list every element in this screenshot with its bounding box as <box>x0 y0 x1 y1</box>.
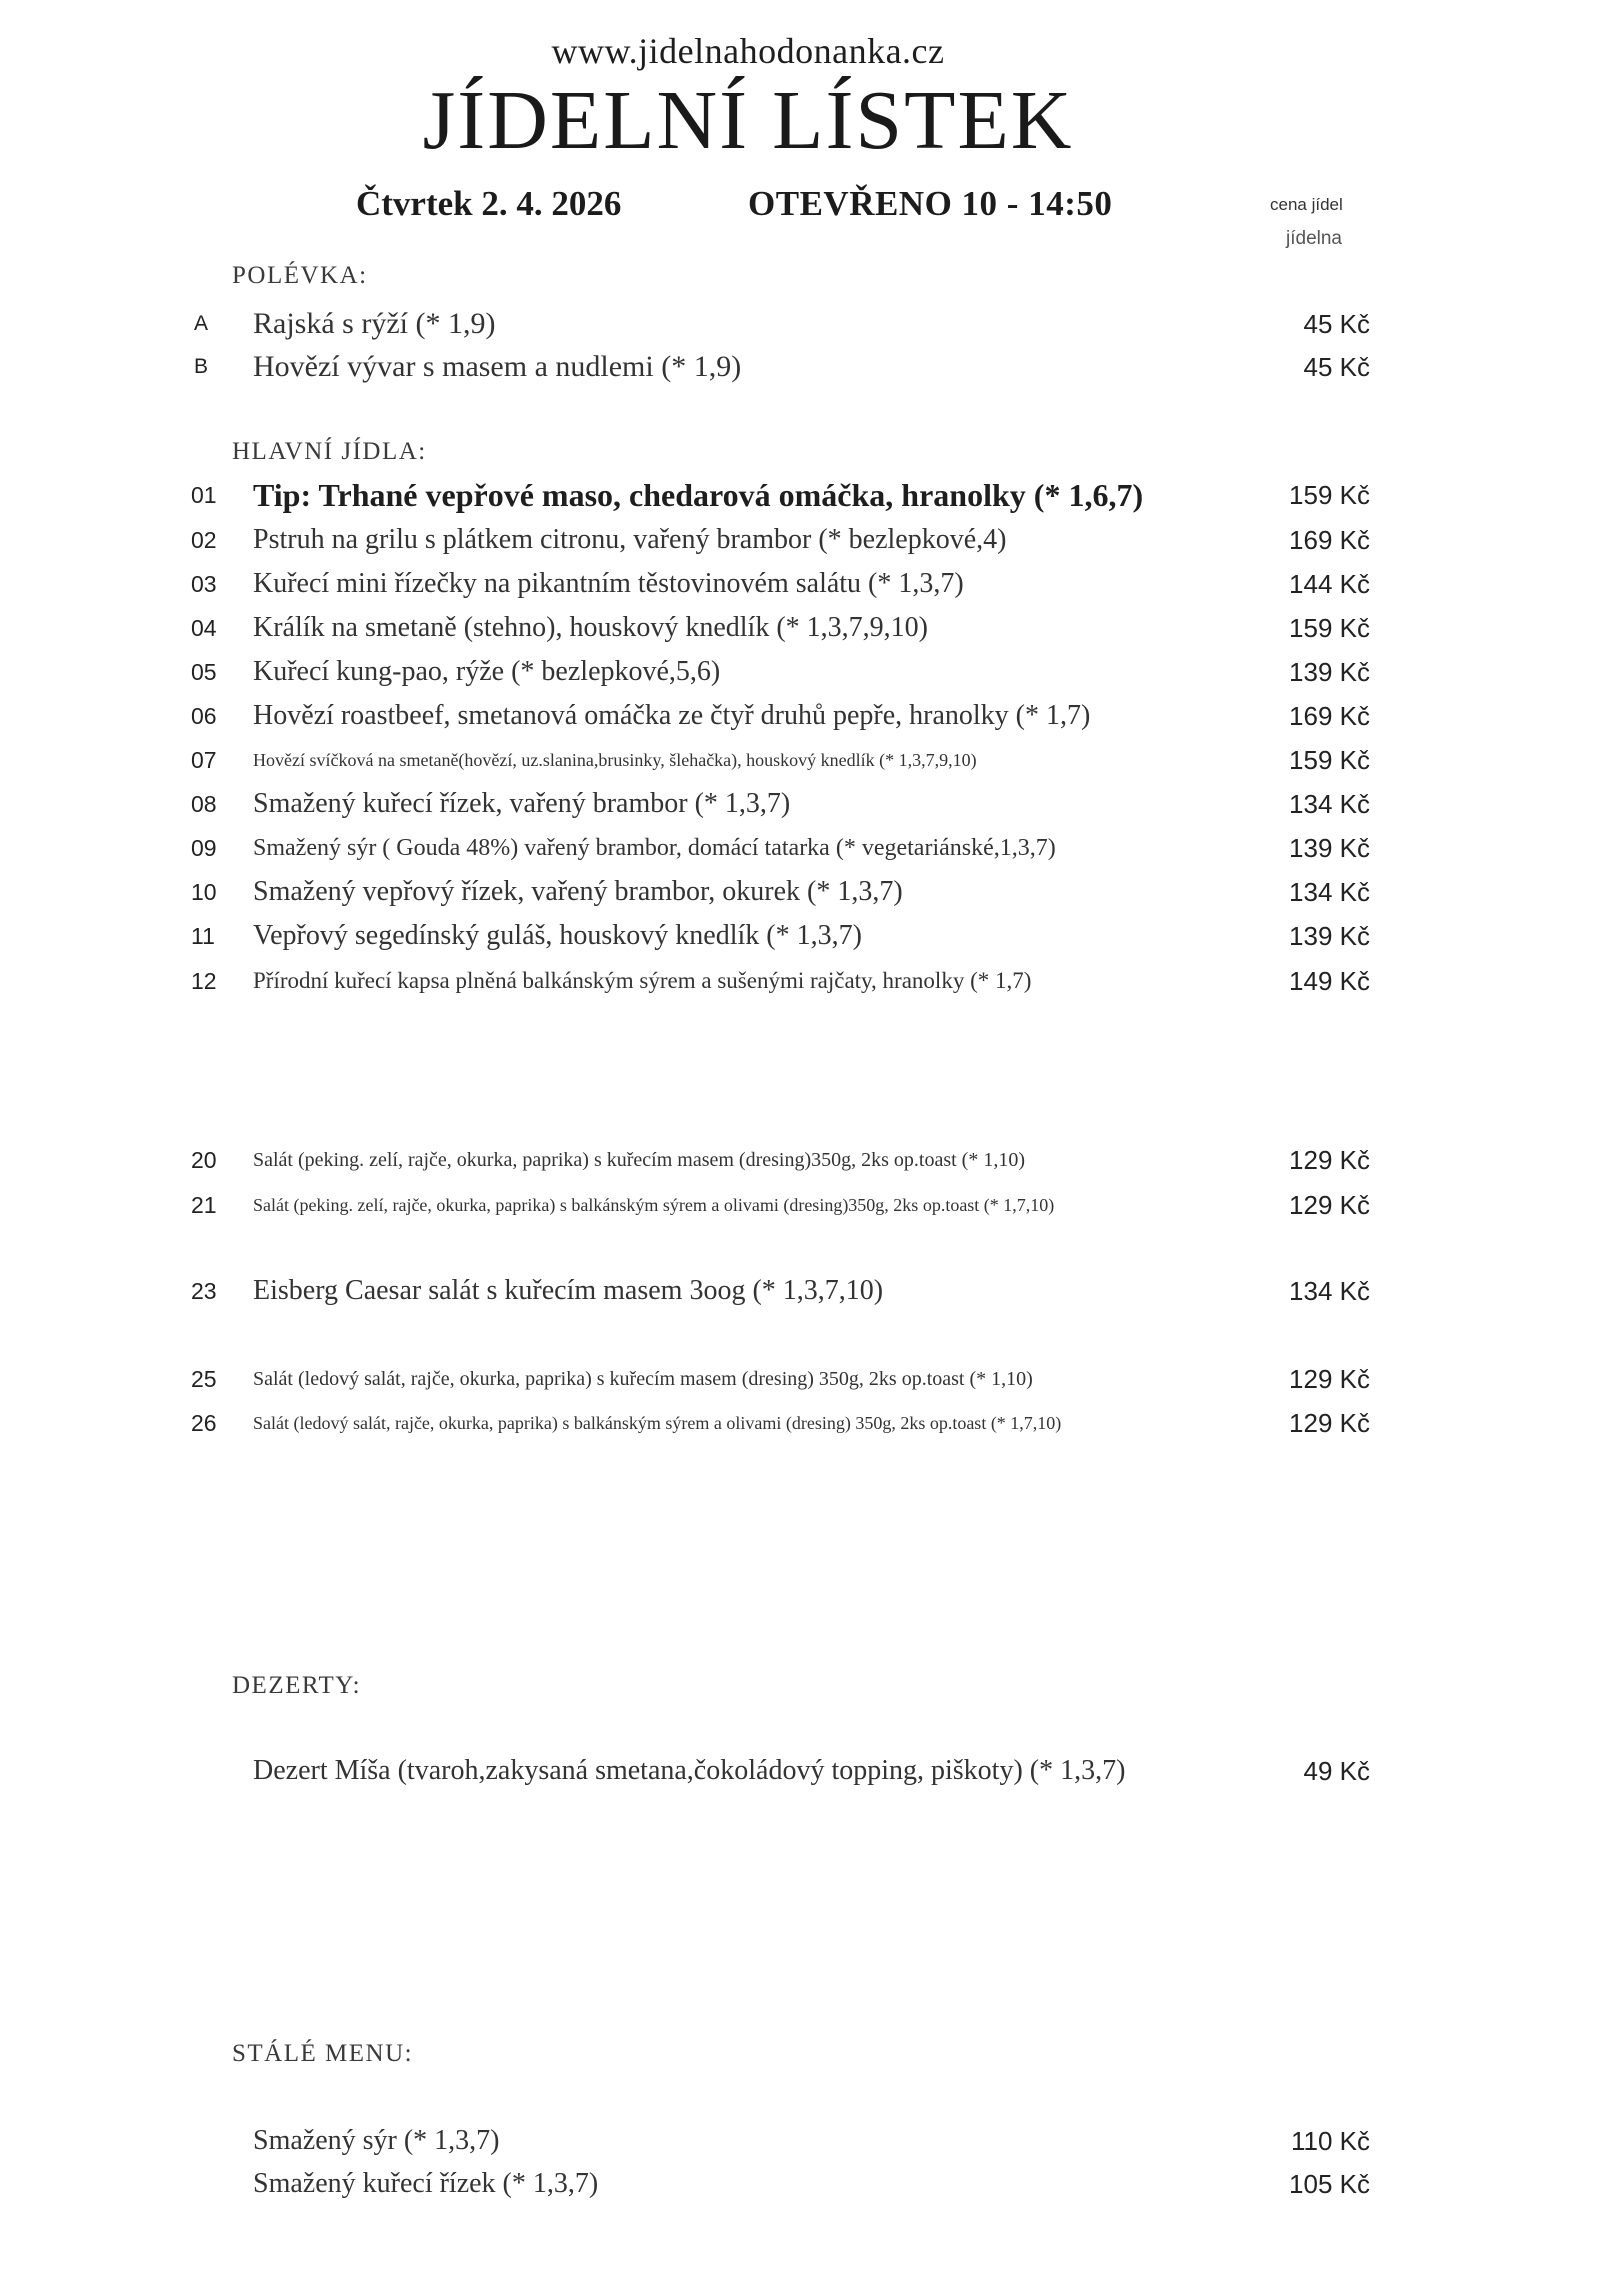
main-item <box>0 608 1606 648</box>
item-code: 09 <box>191 835 217 861</box>
item-code: 05 <box>191 659 217 685</box>
item-code: 11 <box>191 923 215 949</box>
main-item <box>0 740 1606 780</box>
section-heading-mains: HLAVNÍ JÍDLA: <box>232 438 427 465</box>
main-item <box>0 784 1606 824</box>
item-code: B <box>194 355 209 378</box>
item-price: 139 Kč <box>1289 657 1370 687</box>
main-item <box>0 961 1606 1001</box>
item-name: Salát (ledový salát, rajče, okurka, paprika) s kuřecím masem (dresing) 350g, 2ks op.toast (* 1,10) <box>253 1368 1033 1390</box>
item-price: 134 Kč <box>1289 877 1370 907</box>
price-column-label: cena jídel <box>1270 195 1343 214</box>
item-price: 45 Kč <box>1303 309 1370 339</box>
item-code: 23 <box>191 1278 217 1304</box>
item-price: 134 Kč <box>1289 789 1370 819</box>
main-item <box>0 872 1606 912</box>
main-item <box>0 696 1606 736</box>
salad-item <box>0 1403 1606 1443</box>
item-price: 49 Kč <box>1303 1756 1370 1786</box>
item-code: 20 <box>191 1147 217 1173</box>
website-url: www.jidelnahodonanka.cz <box>551 31 945 71</box>
item-code: 03 <box>191 571 217 597</box>
item-price: 139 Kč <box>1289 833 1370 863</box>
item-name: Salát (peking. zelí, rajče, okurka, paprika) s kuřecím masem (dresing)350g, 2ks op.toast (* 1,10) <box>253 1149 1026 1171</box>
item-price: 129 Kč <box>1289 1364 1370 1394</box>
item-price: 110 Kč <box>1290 2126 1370 2156</box>
item-name: Eisberg Caesar salát s kuřecím masem 3oog (* 1,3,7,10) <box>253 1275 884 1306</box>
menu-date: Čtvrtek 2. 4. 2026 <box>356 184 622 223</box>
item-code: 21 <box>191 1192 217 1218</box>
item-code: 07 <box>191 747 217 773</box>
main-item <box>0 520 1606 560</box>
item-code: 08 <box>191 791 217 817</box>
permanent-item <box>0 2164 1606 2204</box>
item-price: 149 Kč <box>1289 966 1370 996</box>
item-name: Smažený kuřecí řízek, vařený brambor (* 1,3,7) <box>253 788 791 819</box>
main-item <box>0 564 1606 604</box>
main-item <box>0 828 1606 868</box>
item-price: 129 Kč <box>1289 1145 1370 1175</box>
salad-item <box>0 1185 1606 1225</box>
item-name: Kuřecí mini řízečky na pikantním těstovinovém salátu (* 1,3,7) <box>253 568 964 599</box>
item-name: Salát (ledový salát, rajče, okurka, paprika) s balkánským sýrem a olivami (dresing) 350g, 2ks op.toast (* 1,7,10) <box>253 1413 1062 1433</box>
item-name: Smažený sýr ( Gouda 48%) vařený brambor, domácí tatarka (* vegetariánské,1,3,7) <box>253 835 1056 861</box>
main-item <box>0 652 1606 692</box>
item-name: Salát (peking. zelí, rajče, okurka, paprika) s balkánským sýrem a olivami (dresing)350g, 2ks op.toast (* 1,7,10) <box>253 1195 1055 1215</box>
item-name: Rajská s rýží (* 1,9) <box>253 307 496 340</box>
item-price: 129 Kč <box>1289 1408 1370 1438</box>
item-name: Smažený sýr (* 1,3,7) <box>253 2125 500 2156</box>
salad-item <box>0 1140 1606 1180</box>
item-name: Králík na smetaně (stehno), houskový knedlík (* 1,3,7,9,10) <box>253 612 928 643</box>
section-heading-permanent-menu: STÁLÉ MENU: <box>232 2040 414 2067</box>
section-heading-soups: POLÉVKA: <box>232 262 368 289</box>
item-name: Pstruh na grilu s plátkem citronu, vařený brambor (* bezlepkové,4) <box>253 524 1007 555</box>
item-name: Smažený kuřecí řízek (* 1,3,7) <box>253 2168 599 2199</box>
item-name: Vepřový segedínský guláš, houskový knedlík (* 1,3,7) <box>253 920 862 951</box>
item-name: Přírodní kuřecí kapsa plněná balkánským sýrem a sušenými rajčaty, hranolky (* 1,7) <box>253 968 1032 993</box>
item-code: A <box>194 312 209 335</box>
dessert-item <box>0 1751 1606 1791</box>
item-price: 134 Kč <box>1289 1276 1370 1306</box>
permanent-item <box>0 2121 1606 2161</box>
item-code: 04 <box>191 615 217 641</box>
item-price: 159 Kč <box>1289 745 1370 775</box>
item-price: 169 Kč <box>1289 701 1370 731</box>
salad-item <box>0 1271 1606 1311</box>
item-price: 45 Kč <box>1303 352 1370 382</box>
salad-item <box>0 1359 1606 1399</box>
section-heading-desserts: DEZERTY: <box>232 1672 362 1699</box>
item-code: 10 <box>191 879 217 905</box>
item-price: 129 Kč <box>1289 1190 1370 1220</box>
item-price: 139 Kč <box>1289 921 1370 951</box>
item-price: 159 Kč <box>1289 480 1370 510</box>
item-price: 159 Kč <box>1289 613 1370 643</box>
item-code: 26 <box>191 1410 217 1436</box>
item-code: 12 <box>191 968 217 994</box>
opening-hours: OTEVŘENO 10 - 14:50 <box>748 184 1113 223</box>
item-name: Hovězí svíčková na smetaně(hovězí, uz.slanina,brusinky, šlehačka), houskový knedlík (* 1,3,7,9,10) <box>253 750 977 770</box>
item-name: Hovězí vývar s masem a nudlemi (* 1,9) <box>253 350 742 383</box>
item-code: 02 <box>191 527 217 553</box>
item-price: 169 Kč <box>1289 525 1370 555</box>
soup-item <box>0 304 1606 344</box>
item-name: Kuřecí kung-pao, rýže (* bezlepkové,5,6) <box>253 656 721 687</box>
soup-item <box>0 347 1606 387</box>
item-code: 06 <box>191 703 217 729</box>
price-column-sublabel: jídelna <box>1286 228 1342 249</box>
item-code: 25 <box>191 1366 217 1392</box>
page-title: JÍDELNÍ LÍSTEK <box>422 74 1074 167</box>
item-price: 144 Kč <box>1289 569 1370 599</box>
item-name: Tip: Trhané vepřové maso, chedarová omáčka, hranolky (* 1,6,7) <box>253 477 1144 513</box>
item-price: 105 Kč <box>1289 2169 1370 2199</box>
item-name: Dezert Míša (tvaroh,zakysaná smetana,čokoládový topping, piškoty) (* 1,3,7) <box>253 1755 1126 1786</box>
item-name: Hovězí roastbeef, smetanová omáčka ze čtyř druhů pepře, hranolky (* 1,7) <box>253 700 1091 731</box>
main-item <box>0 475 1606 515</box>
item-name: Smažený vepřový řízek, vařený brambor, okurek (* 1,3,7) <box>253 876 903 907</box>
main-item <box>0 916 1606 956</box>
item-code: 01 <box>191 482 217 508</box>
